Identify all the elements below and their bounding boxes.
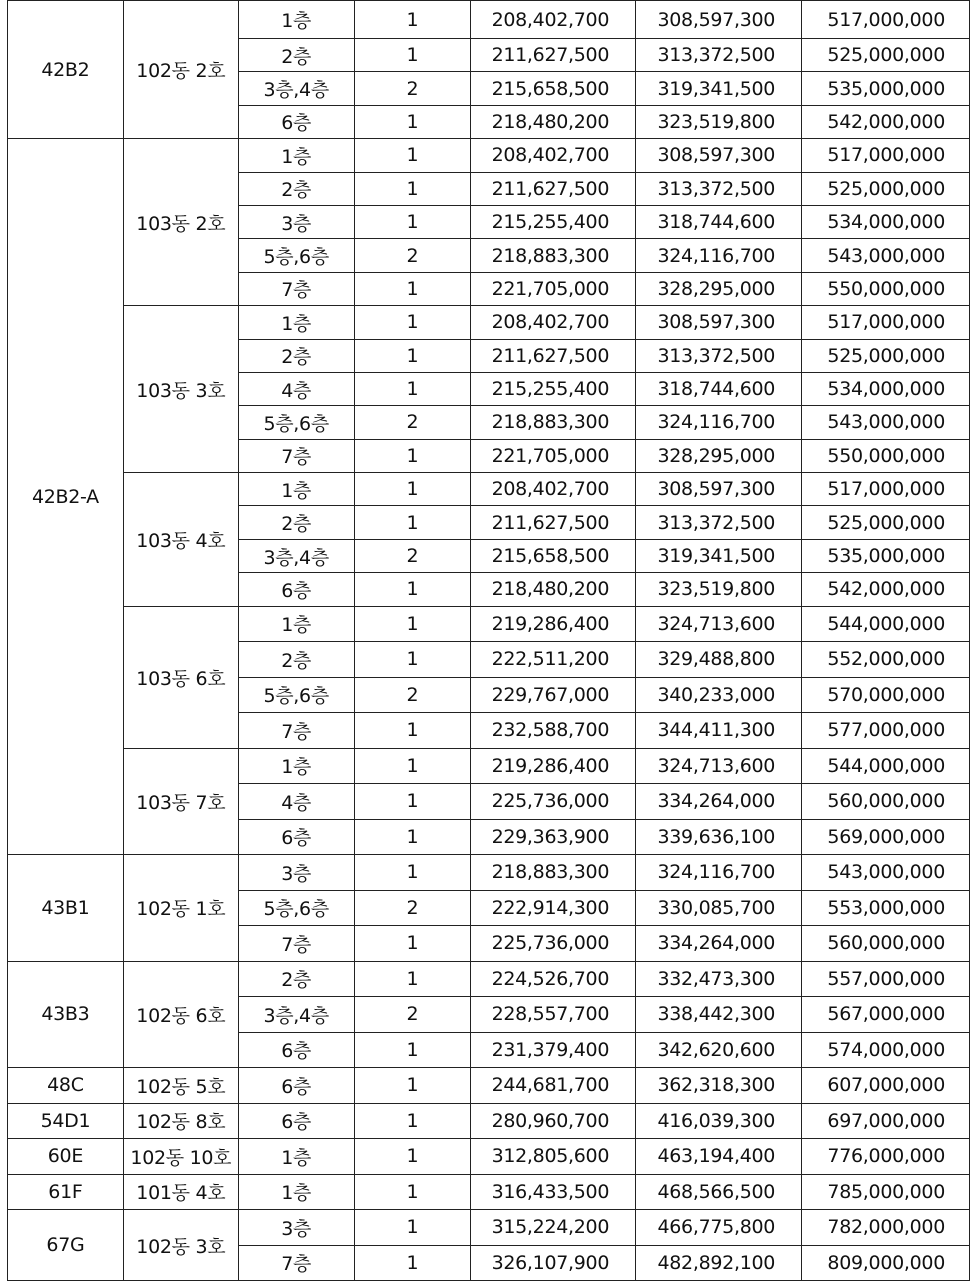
floor-cell: 1층 [238,748,354,784]
count-cell: 1 [354,1210,471,1246]
table-row [8,1139,970,1175]
land-price-cell: 215,658,500 [471,539,636,572]
floor-cell: 5층,6층 [238,239,354,272]
count-cell: 1 [354,306,471,339]
total-price-cell: 534,000,000 [802,372,970,405]
unit-cell: 102동 10호 [123,1139,238,1175]
count-cell: 1 [354,819,471,855]
building-price-cell: 328,295,000 [636,272,802,305]
land-price-cell: 208,402,700 [471,139,636,172]
land-price-cell: 218,883,300 [471,406,636,439]
table-row [8,961,970,997]
total-price-cell: 543,000,000 [802,239,970,272]
total-price-cell: 535,000,000 [802,72,970,105]
floor-cell: 3층 [238,1210,354,1246]
building-price-cell: 324,713,600 [636,606,802,642]
land-price-cell: 215,255,400 [471,372,636,405]
unit-cell: 103동 6호 [123,606,238,748]
floor-cell: 1층 [238,473,354,506]
land-price-cell: 232,588,700 [471,713,636,749]
land-price-cell: 211,627,500 [471,39,636,72]
building-price-cell: 416,039,300 [636,1103,802,1139]
total-price-cell: 577,000,000 [802,713,970,749]
building-price-cell: 330,085,700 [636,890,802,926]
total-price-cell: 560,000,000 [802,926,970,962]
table-row [8,855,970,891]
floor-cell: 1층 [238,139,354,172]
floor-cell: 3층 [238,205,354,238]
land-price-cell: 221,705,000 [471,439,636,472]
total-price-cell: 525,000,000 [802,39,970,72]
total-price-cell: 557,000,000 [802,961,970,997]
count-cell: 1 [354,172,471,205]
land-price-cell: 222,914,300 [471,890,636,926]
count-cell: 1 [354,1103,471,1139]
building-price-cell: 324,116,700 [636,406,802,439]
count-cell: 1 [354,506,471,539]
floor-cell: 3층,4층 [238,72,354,105]
total-price-cell: 517,000,000 [802,1,970,39]
building-price-cell: 313,372,500 [636,506,802,539]
table-row [8,1068,970,1104]
table-row [8,306,970,339]
floor-cell: 3층,4층 [238,539,354,572]
count-cell: 1 [354,573,471,606]
total-price-cell: 809,000,000 [802,1245,970,1281]
table-row [8,1,970,39]
land-price-cell: 225,736,000 [471,926,636,962]
building-price-cell: 334,264,000 [636,926,802,962]
total-price-cell: 525,000,000 [802,506,970,539]
total-price-cell: 607,000,000 [802,1068,970,1104]
type-cell: 43B1 [8,855,124,962]
floor-cell: 2층 [238,642,354,678]
land-price-cell: 326,107,900 [471,1245,636,1281]
total-price-cell: 525,000,000 [802,172,970,205]
table-row [8,748,970,784]
land-price-cell: 316,433,500 [471,1174,636,1210]
count-cell: 1 [354,139,471,172]
land-price-cell: 218,480,200 [471,573,636,606]
count-cell: 2 [354,72,471,105]
count-cell: 1 [354,1139,471,1175]
total-price-cell: 544,000,000 [802,606,970,642]
building-price-cell: 334,264,000 [636,784,802,820]
floor-cell: 4층 [238,372,354,405]
building-price-cell: 339,636,100 [636,819,802,855]
floor-cell: 2층 [238,961,354,997]
unit-cell: 102동 3호 [123,1210,238,1281]
total-price-cell: 534,000,000 [802,205,970,238]
building-price-cell: 324,116,700 [636,239,802,272]
floor-cell: 1층 [238,1139,354,1175]
building-price-cell: 319,341,500 [636,72,802,105]
floor-cell: 2층 [238,39,354,72]
land-price-cell: 208,402,700 [471,1,636,39]
land-price-cell: 244,681,700 [471,1068,636,1104]
total-price-cell: 525,000,000 [802,339,970,372]
land-price-cell: 231,379,400 [471,1032,636,1068]
count-cell: 1 [354,748,471,784]
land-price-cell: 224,526,700 [471,961,636,997]
building-price-cell: 308,597,300 [636,306,802,339]
floor-cell: 5층,6층 [238,890,354,926]
type-cell: 67G [8,1210,124,1281]
total-price-cell: 517,000,000 [802,473,970,506]
building-price-cell: 324,713,600 [636,748,802,784]
count-cell: 1 [354,855,471,891]
land-price-cell: 280,960,700 [471,1103,636,1139]
total-price-cell: 550,000,000 [802,439,970,472]
total-price-cell: 570,000,000 [802,677,970,713]
total-price-cell: 543,000,000 [802,855,970,891]
floor-cell: 6층 [238,573,354,606]
total-price-cell: 550,000,000 [802,272,970,305]
building-price-cell: 342,620,600 [636,1032,802,1068]
land-price-cell: 225,736,000 [471,784,636,820]
building-price-cell: 318,744,600 [636,372,802,405]
count-cell: 1 [354,39,471,72]
building-price-cell: 313,372,500 [636,339,802,372]
building-price-cell: 466,775,800 [636,1210,802,1246]
floor-cell: 1층 [238,1,354,39]
total-price-cell: 535,000,000 [802,539,970,572]
floor-cell: 3층 [238,855,354,891]
floor-cell: 2층 [238,339,354,372]
floor-cell: 6층 [238,1068,354,1104]
total-price-cell: 785,000,000 [802,1174,970,1210]
price-table [7,0,970,1281]
building-price-cell: 319,341,500 [636,539,802,572]
building-price-cell: 463,194,400 [636,1139,802,1175]
count-cell: 1 [354,1245,471,1281]
total-price-cell: 553,000,000 [802,890,970,926]
count-cell: 2 [354,890,471,926]
land-price-cell: 211,627,500 [471,172,636,205]
count-cell: 1 [354,473,471,506]
total-price-cell: 574,000,000 [802,1032,970,1068]
total-price-cell: 569,000,000 [802,819,970,855]
land-price-cell: 315,224,200 [471,1210,636,1246]
floor-cell: 7층 [238,1245,354,1281]
floor-cell: 1층 [238,606,354,642]
building-price-cell: 344,411,300 [636,713,802,749]
land-price-cell: 215,658,500 [471,72,636,105]
land-price-cell: 218,480,200 [471,105,636,138]
table-row [8,606,970,642]
price-table-body [8,1,970,1281]
unit-cell: 103동 4호 [123,473,238,607]
count-cell: 1 [354,339,471,372]
type-cell: 48C [8,1068,124,1104]
unit-cell: 103동 2호 [123,139,238,306]
unit-cell: 102동 6호 [123,961,238,1068]
land-price-cell: 211,627,500 [471,339,636,372]
count-cell: 1 [354,961,471,997]
count-cell: 2 [354,677,471,713]
count-cell: 1 [354,1,471,39]
building-price-cell: 308,597,300 [636,473,802,506]
count-cell: 2 [354,406,471,439]
count-cell: 2 [354,997,471,1033]
table-row [8,1103,970,1139]
total-price-cell: 776,000,000 [802,1139,970,1175]
land-price-cell: 228,557,700 [471,997,636,1033]
building-price-cell: 329,488,800 [636,642,802,678]
floor-cell: 2층 [238,172,354,205]
building-price-cell: 332,473,300 [636,961,802,997]
unit-cell: 102동 8호 [123,1103,238,1139]
count-cell: 1 [354,713,471,749]
building-price-cell: 308,597,300 [636,1,802,39]
total-price-cell: 517,000,000 [802,306,970,339]
floor-cell: 4층 [238,784,354,820]
count-cell: 1 [354,439,471,472]
building-price-cell: 318,744,600 [636,205,802,238]
count-cell: 1 [354,784,471,820]
type-cell: 60E [8,1139,124,1175]
count-cell: 1 [354,1174,471,1210]
total-price-cell: 697,000,000 [802,1103,970,1139]
count-cell: 1 [354,642,471,678]
building-price-cell: 328,295,000 [636,439,802,472]
building-price-cell: 468,566,500 [636,1174,802,1210]
unit-cell: 101동 4호 [123,1174,238,1210]
building-price-cell: 362,318,300 [636,1068,802,1104]
land-price-cell: 312,805,600 [471,1139,636,1175]
total-price-cell: 542,000,000 [802,105,970,138]
floor-cell: 3층,4층 [238,997,354,1033]
type-cell: 42B2 [8,1,124,139]
type-cell: 54D1 [8,1103,124,1139]
floor-cell: 6층 [238,1103,354,1139]
floor-cell: 7층 [238,713,354,749]
count-cell: 2 [354,539,471,572]
unit-cell: 102동 1호 [123,855,238,962]
total-price-cell: 560,000,000 [802,784,970,820]
floor-cell: 2층 [238,506,354,539]
unit-cell: 102동 2호 [123,1,238,139]
count-cell: 1 [354,372,471,405]
total-price-cell: 517,000,000 [802,139,970,172]
land-price-cell: 222,511,200 [471,642,636,678]
count-cell: 2 [354,239,471,272]
floor-cell: 5층,6층 [238,406,354,439]
building-price-cell: 323,519,800 [636,105,802,138]
land-price-cell: 218,883,300 [471,855,636,891]
type-cell: 61F [8,1174,124,1210]
total-price-cell: 567,000,000 [802,997,970,1033]
count-cell: 1 [354,1032,471,1068]
unit-cell: 103동 3호 [123,306,238,473]
floor-cell: 7층 [238,926,354,962]
total-price-cell: 544,000,000 [802,748,970,784]
unit-cell: 102동 5호 [123,1068,238,1104]
total-price-cell: 782,000,000 [802,1210,970,1246]
table-row [8,473,970,506]
building-price-cell: 338,442,300 [636,997,802,1033]
total-price-cell: 542,000,000 [802,573,970,606]
count-cell: 1 [354,606,471,642]
land-price-cell: 219,286,400 [471,748,636,784]
count-cell: 1 [354,1068,471,1104]
land-price-cell: 221,705,000 [471,272,636,305]
building-price-cell: 323,519,800 [636,573,802,606]
floor-cell: 7층 [238,272,354,305]
floor-cell: 6층 [238,1032,354,1068]
land-price-cell: 219,286,400 [471,606,636,642]
floor-cell: 1층 [238,1174,354,1210]
building-price-cell: 482,892,100 [636,1245,802,1281]
count-cell: 1 [354,272,471,305]
land-price-cell: 229,767,000 [471,677,636,713]
floor-cell: 6층 [238,819,354,855]
unit-cell: 103동 7호 [123,748,238,855]
count-cell: 1 [354,926,471,962]
floor-cell: 6층 [238,105,354,138]
type-cell: 42B2-A [8,139,124,855]
building-price-cell: 313,372,500 [636,39,802,72]
building-price-cell: 340,233,000 [636,677,802,713]
total-price-cell: 552,000,000 [802,642,970,678]
building-price-cell: 308,597,300 [636,139,802,172]
land-price-cell: 208,402,700 [471,306,636,339]
floor-cell: 1층 [238,306,354,339]
land-price-cell: 215,255,400 [471,205,636,238]
floor-cell: 7층 [238,439,354,472]
building-price-cell: 324,116,700 [636,855,802,891]
table-row [8,139,970,172]
type-cell: 43B3 [8,961,124,1068]
building-price-cell: 313,372,500 [636,172,802,205]
floor-cell: 5층,6층 [238,677,354,713]
count-cell: 1 [354,205,471,238]
count-cell: 1 [354,105,471,138]
land-price-cell: 208,402,700 [471,473,636,506]
total-price-cell: 543,000,000 [802,406,970,439]
land-price-cell: 211,627,500 [471,506,636,539]
land-price-cell: 229,363,900 [471,819,636,855]
land-price-cell: 218,883,300 [471,239,636,272]
table-row [8,1174,970,1210]
table-row [8,1210,970,1246]
